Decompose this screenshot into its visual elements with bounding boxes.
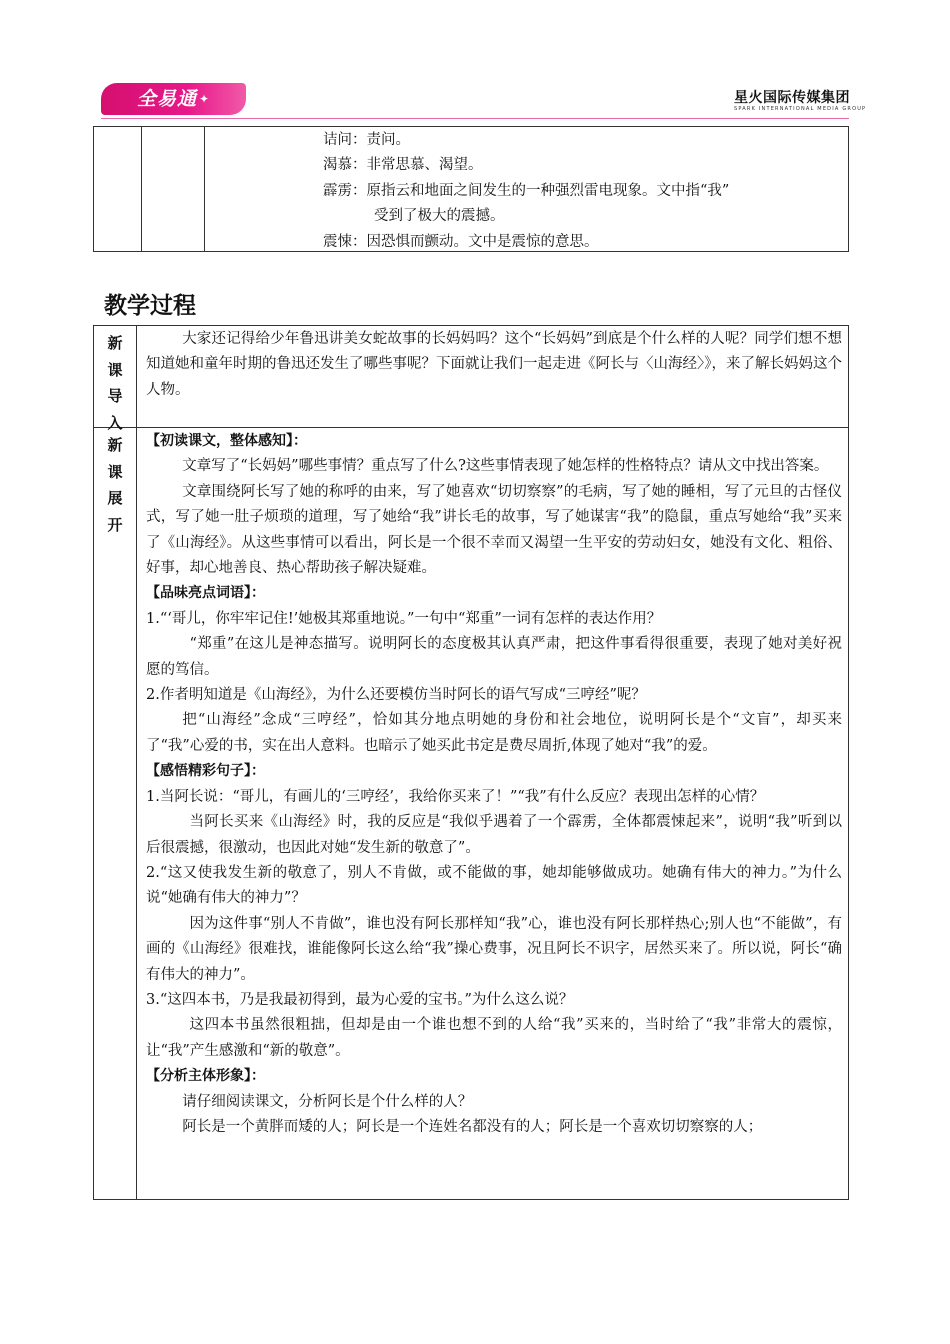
vocab-col-1 [94,127,142,251]
vocab-item: 霹雳：原指云和地面之间发生的一种强烈雷电现象。文中指“我” [323,182,730,199]
question: 2.“这又使我发生新的敬意了，别人不肯做，或不能做的事，她却能够做成功。她确有伟大的神力。”为什么说“她确有伟大的神力”？ [146,864,842,907]
question: 1.当阿长说：“哥儿，有画儿的‘三哼经’，我给你买来了！”“我”有什么反应？表现出怎样的心情？ [146,788,765,805]
paragraph: 文章写了“长妈妈”哪些事情？重点写了什么?这些事情表现了她怎样的性格特点？请从文中找出答案。 [182,458,829,475]
intro-label: 新 课 导 入 [94,326,137,427]
vocab-list [205,127,848,251]
section-heading: 【品味亮点词语】： [146,585,265,602]
paragraph: 请仔细阅读课文，分析阿长是个什么样的人？ [182,1093,473,1110]
publisher-name: 星火国际传媒集团 [734,90,850,106]
header-divider [101,118,849,119]
intro-content [137,326,848,427]
vocab-item: 诘问：责问。 [323,132,410,148]
sparkle-icon: ✦ [198,92,211,106]
paragraph: 文章围绕阿长写了她的称呼的由来，写了她喜欢“切切察察”的毛病，写了她的睡相，写了元旦的古怪仪式，写了她一肚子烦琐的道理，写了她给“我”讲长毛的故事，写了她谋害“我”的隐鼠，重点写她给“我”买来了《山海经》。从这些事情可以看出，阿长是一个很不幸而又渴望一生平安的劳动妇女，她没有文化、粗俗、好事，却心地善良、热心帮助孩子解决疑难。 [146,483,842,577]
development-row [94,428,848,1199]
teaching-process-table [93,325,849,1200]
brand-logo: 全易通 ✦ [101,83,246,115]
answer: 因为这件事“别人不肯做”，谁也没有阿长那样知“我”心，谁也没有阿长那样热心;别人也“不能做”，有画的《山海经》很难找，谁能像阿长这么给“我”操心费事，况且阿长不识字，居然买来了。所以说，阿长“确有伟大的神力”。 [146,915,842,983]
question: 2.作者明知道是《山海经》，为什么还要模仿当时阿长的语气写成“三哼经”呢？ [146,687,646,704]
section-heading: 【感悟精彩句子】： [146,763,265,780]
development-label: 新 课 展 开 [94,428,137,1199]
section-heading: 【分析主体形象】： [146,1068,265,1085]
question: 1.“‘哥儿，你牢牢记住!’她极其郑重地说。”一句中“郑重”一词有怎样的表达作用？ [146,610,662,627]
vocab-item: 震悚：因恐惧而颤动。文中是震惊的意思。 [323,233,599,250]
development-content [137,428,848,1199]
intro-text: 大家还记得给少年鲁迅讲美女蛇故事的长妈妈吗？这个“长妈妈”到底是个什么样的人呢？同学们想不想知道她和童年时期的鲁迅还发生了哪些事呢？下面就让我们一起走进《阿长与〈山海经〉》，来了解长妈妈这个人物。 [146,331,842,398]
answer: “郑重”在这儿是神态描写。说明阿长的态度极其认真严肃，把这件事看得很重要，表现了她对美好祝愿的笃信。 [146,636,842,678]
answer: 这四本书虽然很粗拙，但却是由一个谁也想不到的人给“我”买来的，当时给了“我”非常大的震惊，让“我”产生感激和“新的敬意”。 [146,1017,842,1059]
vocabulary-table [93,126,849,252]
vocab-item-cont: 受到了极大的震撼。 [374,208,505,225]
answer: 当阿长买来《山海经》时，我的反应是“我似乎遇着了一个霹雳，全体都震悚起来”，说明“我”听到以后很震撼，很激动，也因此对她“发生新的敬意了”。 [146,814,842,856]
section-heading: 【初读课文，整体感知】： [146,433,307,449]
section-title: 教学过程 [104,293,196,319]
vocab-item: 渴慕：非常思慕、渴望。 [323,157,483,174]
paragraph: 阿长是一个黄胖而矮的人；阿长是一个连姓名都没有的人；阿长是一个喜欢切切察察的人； [182,1118,763,1135]
vocab-col-2 [142,127,205,251]
question: 3.“这四本书，乃是我最初得到，最为心爱的宝书。”为什么这么说？ [146,991,574,1008]
intro-row [94,326,848,432]
publisher-name-en: SPARK INTERNATIONAL MEDIA GROUP [734,106,867,112]
answer: 把“山海经”念成“三哼经”，恰如其分地点明她的身份和社会地位，说明阿长是个“文盲”，却买来了“我”心爱的书，实在出人意料。也暗示了她买此书定是费尽周折,体现了她对“我”的爱。 [146,712,842,754]
